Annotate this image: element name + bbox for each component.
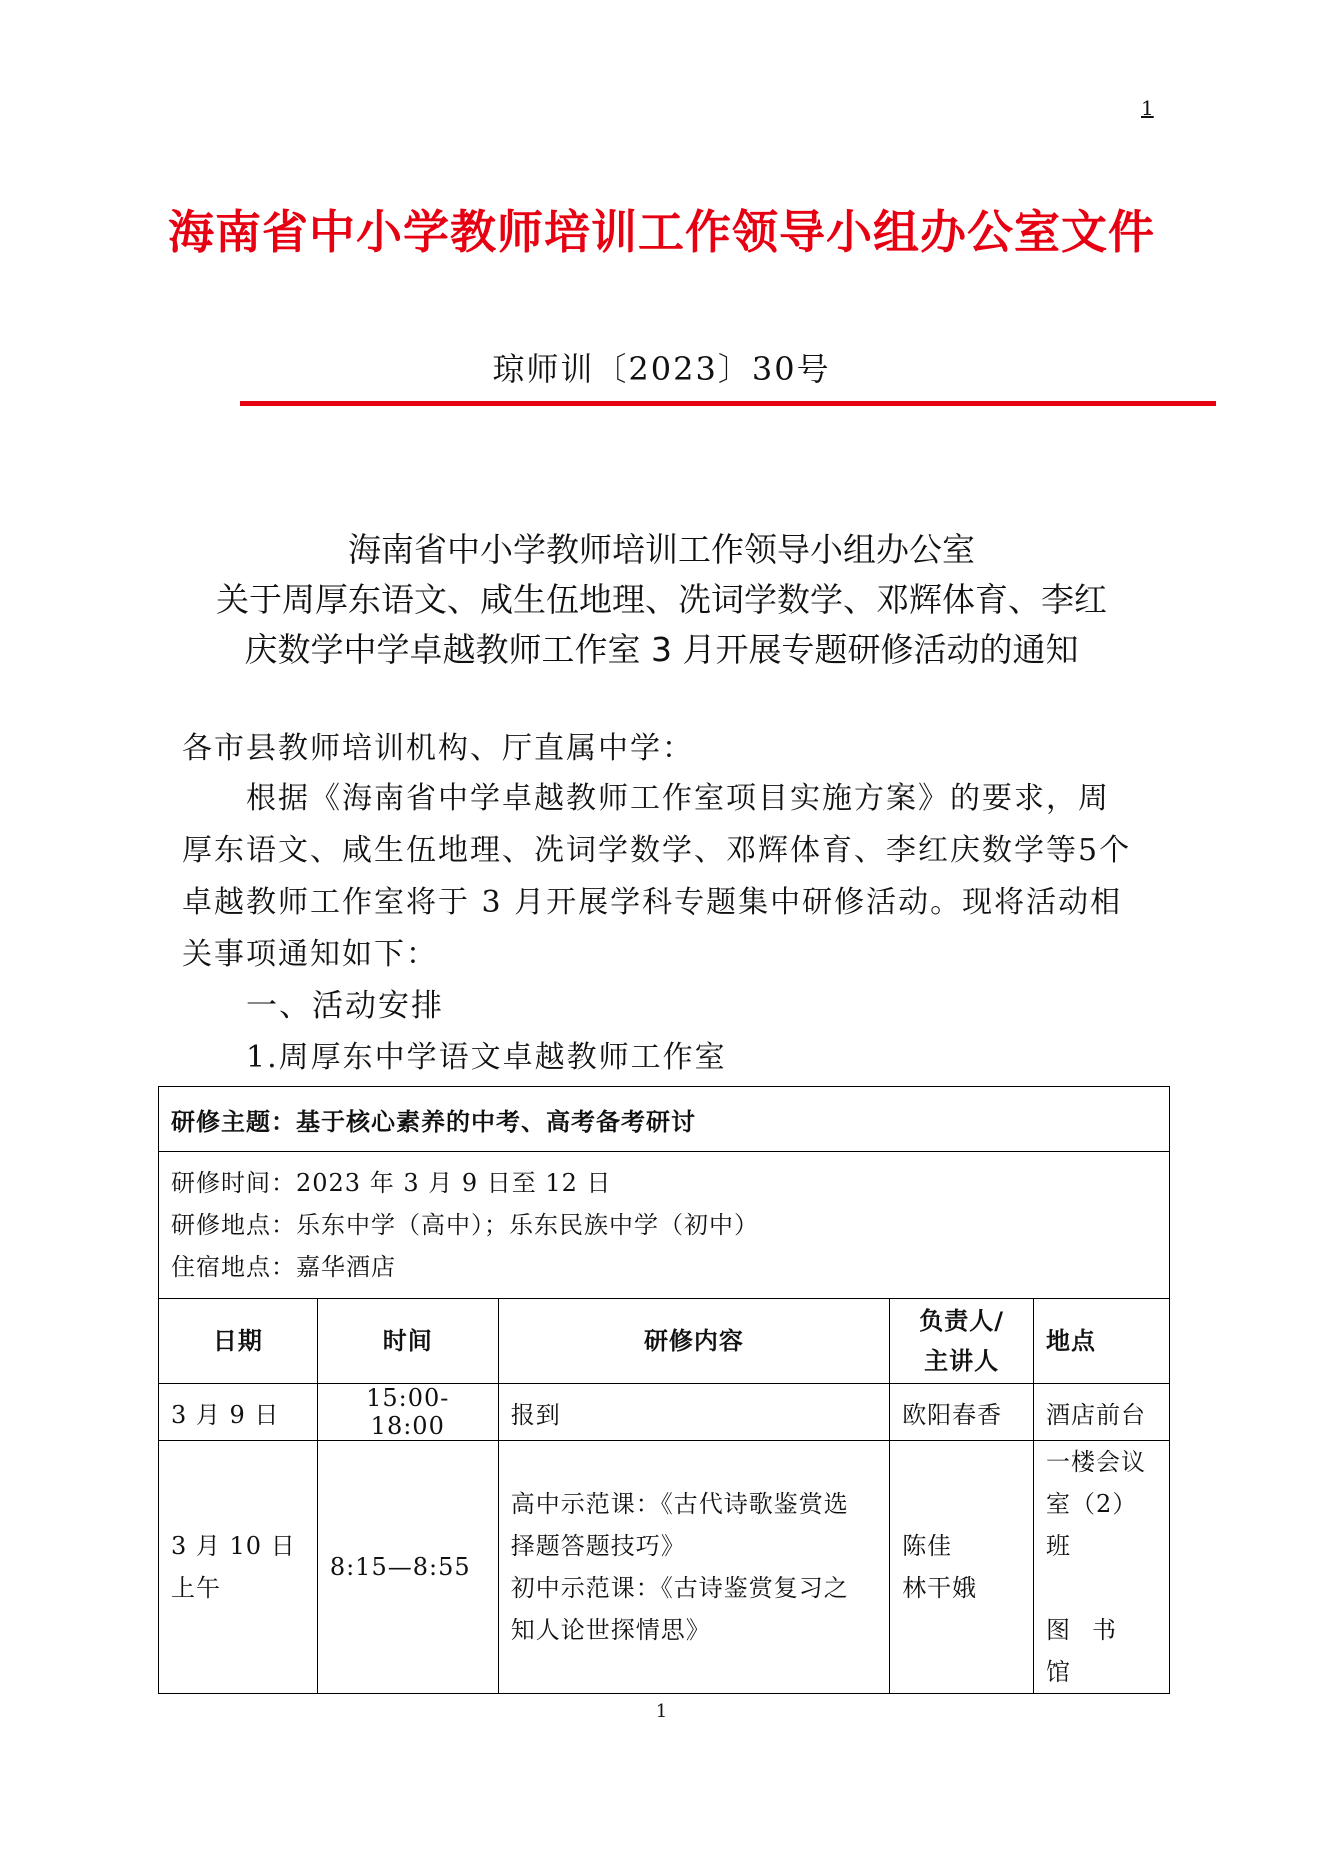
table-info-cell <box>159 1152 1170 1299</box>
row1-content: 报到 <box>498 1384 889 1441</box>
row2-time: 8:15—8:55 <box>317 1441 498 1694</box>
subsection-heading-studio: 1.周厚东中学语文卓越教师工作室 <box>246 1040 727 1075</box>
row2-place <box>1034 1441 1170 1694</box>
table-header-row <box>159 1299 1170 1384</box>
header-time: 时间 <box>317 1299 498 1384</box>
body-paragraph-line-3: 卓越教师工作室将于 3 月开展学科专题集中研修活动。现将活动相 <box>182 885 1123 920</box>
row2-place-line-2: 室（2）班 <box>1046 1490 1138 1560</box>
body-paragraph-line-2: 厚东语文、咸生伍地理、冼词学数学、邓辉体育、李红庆数学等5个 <box>182 833 1132 868</box>
row2-date <box>159 1441 318 1694</box>
row1-place: 酒店前台 <box>1034 1384 1170 1441</box>
row2-person <box>890 1441 1034 1694</box>
red-divider-line <box>240 401 1216 406</box>
row2-place-blank <box>1046 1567 1157 1609</box>
row2-person-line-1: 陈佳 <box>902 1532 953 1560</box>
lodging-location: 住宿地点：嘉华酒店 <box>171 1253 396 1281</box>
schedule-table <box>158 1086 1170 1694</box>
table-row <box>159 1441 1170 1694</box>
row2-content <box>498 1441 889 1694</box>
row1-time: 15:00-18:00 <box>317 1384 498 1441</box>
page-number-bottom: 1 <box>655 1701 668 1722</box>
research-time: 研修时间：2023 年 3 月 9 日至 12 日 <box>171 1169 612 1197</box>
table-row <box>159 1384 1170 1441</box>
research-venue: 研修地点：乐东中学（高中）；乐东民族中学（初中） <box>171 1211 759 1239</box>
header-person-line-2: 主讲人 <box>924 1347 1000 1375</box>
section-heading-activity-arrangement: 一、活动安排 <box>246 988 444 1024</box>
row1-date: 3 月 9 日 <box>159 1384 318 1441</box>
row2-content-line-3: 初中示范课：《古诗鉴赏复习之 <box>510 1574 849 1602</box>
header-content: 研修内容 <box>498 1299 889 1384</box>
salutation: 各市县教师培训机构、厅直属中学： <box>182 731 694 766</box>
row2-person-line-2: 林干娥 <box>902 1574 978 1602</box>
header-date: 日期 <box>159 1299 318 1384</box>
header-person <box>890 1299 1034 1384</box>
row2-date-line-2: 上午 <box>171 1574 221 1602</box>
table-theme-cell: 研修主题：基于核心素养的中考、高考备考研讨 <box>159 1087 1170 1152</box>
header-place: 地点 <box>1034 1299 1170 1384</box>
notice-title-line-3: 庆数学中学卓越教师工作室 3 月开展专题研修活动的通知 <box>244 630 1079 669</box>
document-header-title: 海南省中小学教师培训工作领导小组办公室文件 <box>168 205 1155 259</box>
row1-person: 欧阳春香 <box>890 1384 1034 1441</box>
body-paragraph-line-4: 关事项通知如下： <box>182 937 438 972</box>
row2-date-line-1: 3 月 10 日 <box>171 1532 296 1560</box>
page-number-top: 1 <box>1141 96 1154 120</box>
notice-title-line-2: 关于周厚东语文、咸生伍地理、冼词学数学、邓辉体育、李红 <box>216 580 1107 619</box>
body-paragraph-line-1: 根据《海南省中学卓越教师工作室项目实施方案》的要求，周 <box>246 781 1110 816</box>
row2-content-line-1: 高中示范课：《古代诗歌鉴赏选 <box>510 1490 849 1518</box>
row2-content-line-2: 择题答题技巧》 <box>510 1532 686 1560</box>
row2-place-line-1: 一楼会议 <box>1046 1448 1147 1476</box>
row2-place-line-4: 图书馆 <box>1046 1616 1139 1686</box>
notice-title-line-1: 海南省中小学教师培训工作领导小组办公室 <box>348 530 975 569</box>
document-number: 琼师训〔2023〕30号 <box>492 350 831 388</box>
row2-content-line-4: 知人论世探情思》 <box>510 1616 711 1644</box>
header-person-line-1: 负责人/ <box>919 1307 1004 1335</box>
